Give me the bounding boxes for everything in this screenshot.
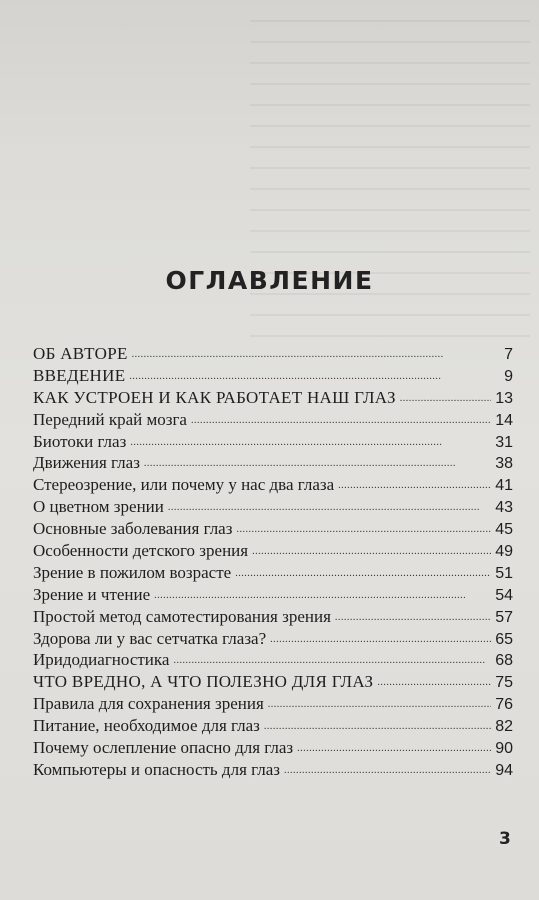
- toc-entry-page: 76: [495, 696, 513, 714]
- dot-leader: [129, 364, 500, 384]
- toc-entry-label: Простой метод самотестирования зрения: [33, 606, 331, 626]
- page-title: ОГЛАВЛЕНИЕ: [165, 266, 374, 295]
- dot-leader: [154, 583, 491, 603]
- toc-entry-label: Здорова ли у вас сетчатка глаза?: [33, 628, 267, 648]
- toc-entry-page: 45: [495, 521, 513, 539]
- toc-entry: [33, 541, 513, 563]
- toc-entry: [33, 716, 513, 738]
- toc-entry-page: 90: [495, 740, 513, 758]
- toc-entry-page: 65: [495, 630, 513, 648]
- toc-entry-page: 9: [504, 367, 513, 385]
- toc-entry: [33, 519, 513, 541]
- toc-entry-page: 82: [495, 718, 513, 736]
- toc-entry-page: 7: [504, 346, 513, 363]
- toc-entry: [33, 388, 513, 410]
- toc-entry-label: ЧТО ВРЕДНО, А ЧТО ПОЛЕЗНО ДЛЯ ГЛАЗ: [33, 672, 374, 692]
- toc-entry-label: Зрение и чтение: [33, 584, 151, 604]
- toc-entry: [33, 607, 513, 629]
- toc-entry-label: Движения глаз: [33, 453, 140, 473]
- toc-entry-page: 38: [495, 455, 513, 473]
- toc-entry-label: Основные заболевания глаз: [33, 519, 233, 539]
- toc-entry-page: 41: [495, 477, 513, 495]
- dot-leader: [264, 714, 491, 734]
- dot-leader: [173, 648, 491, 668]
- toc-entry-label: Передний край мозга: [33, 409, 187, 429]
- dot-leader: [168, 495, 491, 515]
- dot-leader: [270, 627, 491, 647]
- dot-leader: [284, 758, 491, 778]
- toc-entry-label: Компьютеры и опасность для глаз: [33, 759, 280, 779]
- toc-entry-page: 68: [495, 652, 513, 670]
- toc-entry: [33, 563, 513, 585]
- dot-leader: [144, 451, 491, 471]
- toc-entry-page: 51: [495, 564, 513, 582]
- toc-entry-page: 14: [495, 411, 513, 429]
- toc-entry-label: О цветном зрении: [33, 497, 164, 517]
- dot-leader: [268, 692, 491, 712]
- dot-leader: [335, 605, 491, 625]
- toc-entry: [33, 366, 513, 388]
- toc-entry: [33, 760, 513, 782]
- dot-leader: [252, 539, 491, 559]
- table-of-contents: [33, 344, 513, 782]
- toc-entry: [33, 432, 513, 454]
- dot-leader: [191, 408, 491, 428]
- page-number: 3: [499, 829, 511, 849]
- dot-leader: [236, 517, 491, 537]
- toc-entry-page: 43: [495, 499, 513, 517]
- dot-leader: [338, 473, 491, 493]
- dot-leader: [400, 386, 491, 406]
- toc-entry: [33, 650, 513, 672]
- toc-entry: [33, 738, 513, 760]
- toc-entry: [33, 344, 513, 366]
- toc-entry-label: КАК УСТРОЕН И КАК РАБОТАЕТ НАШ ГЛАЗ: [33, 387, 396, 407]
- toc-entry-page: 31: [495, 433, 513, 451]
- toc-entry-page: 13: [495, 389, 513, 407]
- toc-entry: [33, 629, 513, 651]
- bleed-through-texture: [250, 20, 530, 350]
- dot-leader: [297, 736, 491, 756]
- toc-entry-label: ОБ АВТОРЕ: [33, 344, 128, 363]
- toc-entry-label: Иридодиагностика: [33, 650, 170, 670]
- toc-entry-label: Питание, необходимое для глаз: [33, 716, 260, 736]
- toc-entry: [33, 672, 513, 694]
- dot-leader: [132, 342, 500, 362]
- dot-leader: [235, 561, 491, 581]
- toc-entry-label: Биотоки глаз: [33, 431, 127, 451]
- toc-entry: [33, 497, 513, 519]
- toc-entry-page: 54: [495, 586, 513, 604]
- toc-entry: [33, 694, 513, 716]
- dot-leader: [130, 430, 491, 450]
- toc-entry-label: Особенности детского зрения: [33, 541, 249, 561]
- toc-entry-label: Зрение в пожилом возрасте: [33, 562, 232, 582]
- toc-entry-label: Правила для сохранения зрения: [33, 694, 264, 714]
- toc-entry-label: Стереозрение, или почему у нас два глаза: [33, 475, 335, 495]
- toc-entry-label: Почему ослепление опасно для глаз: [33, 738, 294, 758]
- toc-entry: [33, 585, 513, 607]
- toc-entry: [33, 475, 513, 497]
- toc-entry-page: 57: [495, 608, 513, 626]
- toc-entry-label: ВВЕДЕНИЕ: [33, 365, 126, 385]
- dot-leader: [377, 670, 491, 690]
- toc-entry: [33, 453, 513, 475]
- toc-entry-page: 75: [495, 674, 513, 692]
- toc-entry-page: 94: [495, 761, 513, 779]
- toc-entry-page: 49: [495, 543, 513, 561]
- toc-entry: [33, 410, 513, 432]
